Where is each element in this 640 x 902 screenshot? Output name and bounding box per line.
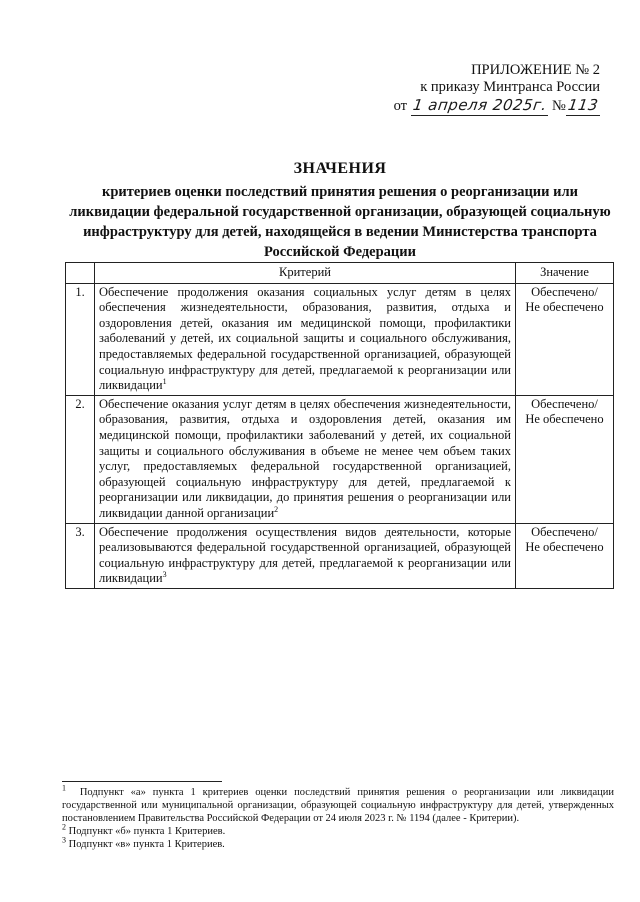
criterion-text: Обеспечение оказания услуг детям в целях обеспечения жизнедеятельности, образования, развития, отдыха и оздоровления детей, оказания им медицинской помощи, профилактики заболеваний у детей, их социальной защиты и социального обслуживания в объеме не менее чем объем таких услуг, предоставляемых федеральной государственной организацией, образующей социальную инфраструктуру для детей, предлагаемой к реорганизации или ликвидации, до принятия решения о реорганизации или ликвидации данной организации — [99, 396, 511, 520]
header-criterion: Критерий — [95, 263, 516, 284]
value-line-1: Обеспечено/ — [531, 396, 598, 411]
row-number: 1. — [66, 283, 95, 395]
annex-number: ПРИЛОЖЕНИЕ № 2 — [471, 62, 600, 78]
footnote-text: Подпункт «а» пункта 1 критериев оценки последствий принятия решения о реорганизации или ликвидации государственной или муниципальной организации, образующей социальную инфраструктуру для детей, утвержденных постановлением Правительства Российской Федерации от 24 июля 2023 г. № 1194 (далее - Критерии). — [62, 787, 615, 824]
value-line-2: Не обеспечено — [525, 300, 604, 315]
footnote-text: Подпункт «в» пункта 1 Критериев. — [68, 839, 225, 850]
row-criterion — [95, 395, 516, 523]
row-criterion — [95, 283, 516, 395]
value-line-1: Обеспечено/ — [531, 524, 598, 539]
footnote — [62, 783, 615, 825]
criterion-text: Обеспечение продолжения осуществления видов деятельности, которые реализовываются федеральной государственной организацией, образующей социальную инфраструктуру для детей, предлагаемой к реорганизации или ликвидации — [99, 524, 511, 586]
order-reference: к приказу Минтранса России — [420, 79, 600, 95]
footnote-number: 2 — [62, 822, 66, 832]
row-value — [516, 523, 614, 588]
table-header-row — [66, 263, 614, 284]
table-row — [66, 283, 614, 395]
footnote-ref: 2 — [274, 504, 279, 514]
row-number: 3. — [66, 523, 95, 588]
row-value — [516, 395, 614, 523]
footnote-ref: 1 — [162, 377, 167, 386]
row-criterion — [95, 523, 516, 588]
footnote — [62, 822, 614, 838]
footnote-number: 3 — [62, 835, 66, 845]
row-value — [516, 283, 614, 395]
footnote-number: 1 — [62, 783, 66, 793]
date-prefix: от — [393, 98, 407, 114]
header-value: Значение — [516, 263, 614, 284]
criterion-text: Обеспечение продолжения оказания социальных услуг детям в целях обеспечения жизнедеятельности, образования, развития, отдыха и оздоровления детей, оказания им медицинской помощи, профилактики заболеваний у детей, их социальной защиты и социального обслуживания, предоставляемых федеральной государственной организацией, образующей социальную инфраструктуру для детей, предлагаемой к реорганизации или ликвидации — [99, 284, 511, 393]
footnote-text: Подпункт «б» пункта 1 Критериев. — [68, 826, 226, 837]
footnote-ref: 3 — [162, 570, 167, 580]
handwritten-date: 1 апреля 2025г. — [411, 96, 548, 114]
document-title — [60, 160, 620, 262]
footnote — [62, 835, 614, 851]
value-line-2: Не обеспечено — [525, 412, 604, 427]
row-number: 2. — [66, 395, 95, 523]
order-date-line — [390, 97, 600, 116]
title-main: ЗНАЧЕНИЯ — [293, 160, 387, 177]
header-num-cell — [66, 263, 95, 284]
handwritten-number: 113 — [566, 96, 600, 114]
number-prefix: № — [552, 98, 566, 114]
annex-header — [390, 62, 600, 116]
title-subtitle: критериев оценки последствий принятия решения о реорганизации или ликвидации федеральной государственной организации, образующей социальную инфраструктуру для детей, находящейся в ведении Министерства транспорта Российской Федерации — [69, 184, 611, 260]
value-line-1: Обеспечено/ — [531, 284, 598, 299]
table-row — [66, 395, 614, 523]
footnotes — [62, 783, 615, 851]
table-row — [66, 523, 614, 588]
criteria-table — [65, 262, 614, 589]
value-line-2: Не обеспечено — [525, 540, 604, 555]
footnote-divider — [62, 781, 222, 782]
